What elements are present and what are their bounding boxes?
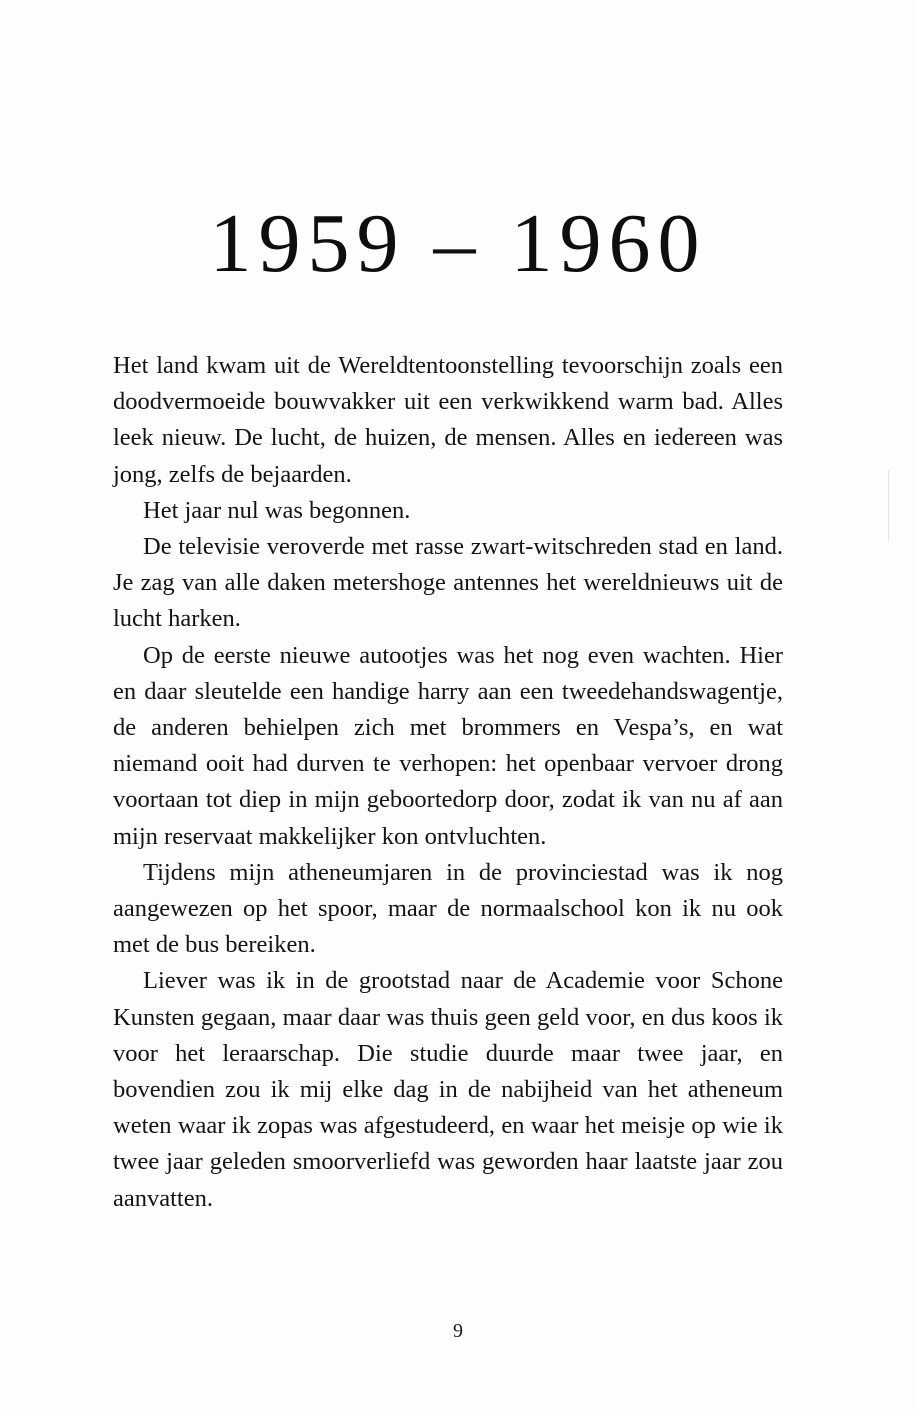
page-number: 9 (453, 1320, 463, 1342)
paragraph-5: Tijdens mijn atheneumjaren in de provinciestad was ik nog aangewezen op het spoor, maar de normaalschool kon ik nu ook met de bus bereiken. (113, 858, 783, 959)
paragraph-3: De televisie veroverde met rasse zwart-witschreden stad en land. Je zag van alle daken metershoge antennes het wereldnieuws uit de lucht harken. (113, 533, 783, 633)
paragraph-2: Het jaar nul was begonnen. (143, 496, 411, 524)
chapter-title: 1959 – 1960 (209, 197, 707, 290)
page-edge-mark (888, 470, 889, 540)
paragraph-4: Op de eerste nieuwe autootjes was het nog even wachten. Hier en daar sleutelde een handige harry aan een tweedehandswagentje, de anderen behielpen zich met brommers en Vespa’s, en wat niemand ooit had durven te verhopen: het openbaar vervoer drong voortaan tot diep in mijn geboortedorp door, zodat ik van nu af aan mijn reservaat makkelijker kon ontvluchten. (113, 641, 783, 850)
chapter-body (113, 348, 783, 1217)
paragraph-6: Liever was ik in de grootstad naar de Academie voor Schone Kunsten gegaan, maar daar was thuis geen geld voor, en dus koos ik voor het leraarschap. Die studie duurde maar twee jaar, en bovendien zou ik mij elke dag in de nabijheid van het atheneum weten waar ik zopas was afgestudeerd, en waar het meisje op wie ik twee jaar geleden smoorverliefd was geworden haar laatste jaar zou aanvatten. (113, 967, 783, 1212)
paragraph-1: Het land kwam uit de Wereldtentoonstelling tevoorschijn zoals een doodvermoeide bouwvakker uit een verkwikkend warm bad. Alles leek nieuw. De lucht, de huizen, de mensen. Alles en iedereen was jong, zelfs de bejaarden. (113, 352, 783, 488)
